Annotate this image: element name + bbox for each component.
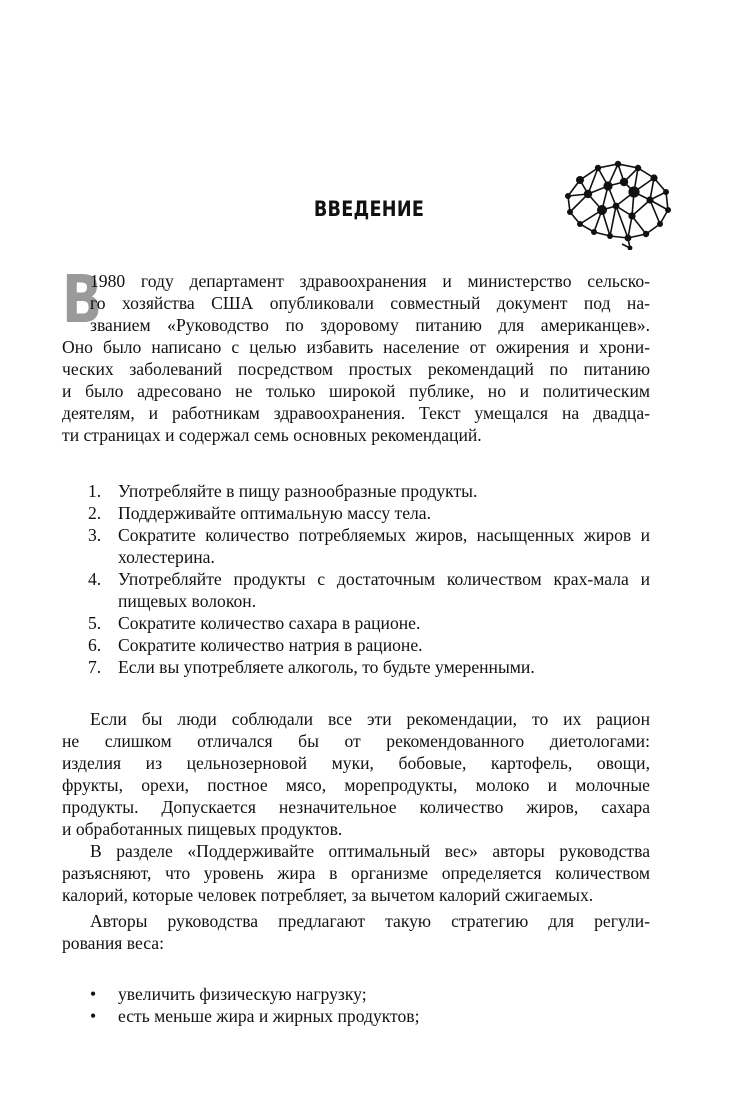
list-item <box>88 524 650 568</box>
list-number: 5. <box>88 613 102 633</box>
list-number: 3. <box>88 525 102 545</box>
text-line: разъясняют, что уровень жира в организме определяется количеством <box>62 863 650 883</box>
strategy-list <box>88 983 650 1027</box>
chapter-heading: ВВЕДЕНИЕ <box>313 197 425 221</box>
list-item <box>88 502 650 524</box>
bullet-icon: • <box>90 984 97 1004</box>
list-item <box>88 656 650 678</box>
text-line: и обработанных пищевых продуктов. <box>62 819 343 839</box>
list-item-text: Сократите количество натрия в рационе. <box>118 635 423 655</box>
text-line: Оно было написано с целью избавить население от ожирения и хрони- <box>62 337 650 357</box>
list-item-text: Употребляйте продукты с достаточным количеством крах-мала и пищевых волокон. <box>118 569 650 611</box>
text-line: 1980 году департамент здравоохранения и министерство сельско- <box>90 271 650 291</box>
strategy-paragraph <box>62 910 650 954</box>
text-line: деятелям, и работникам здравоохранения. Текст умещался на двадца- <box>62 403 650 423</box>
intro-paragraph <box>62 270 650 446</box>
list-item-text: Сократите количество потребляемых жиров, насыщенных жиров и холестерина. <box>118 525 650 567</box>
list-number: 6. <box>88 635 102 655</box>
text-line: Авторы руководства предлагают такую стратегию для регули- <box>90 911 650 931</box>
text-line: ческих заболеваний посредством простых рекомендаций по питанию <box>62 359 650 379</box>
list-item-text: Если вы употребляете алкоголь, то будьте умеренными. <box>118 657 535 677</box>
list-item-text: Поддерживайте оптимальную массу тела. <box>118 503 432 523</box>
list-item-text: Употребляйте в пищу разнообразные продукты. <box>118 481 478 501</box>
diet-paragraph <box>62 708 650 840</box>
text-line: Если бы люди соблюдали все эти рекомендации, то их рацион <box>90 709 650 729</box>
text-line: го хозяйства США опубликовали совместный документ под на- <box>90 293 650 313</box>
list-item <box>88 634 650 656</box>
text-line: ти страницах и содержал семь основных рекомендаций. <box>62 425 482 445</box>
list-item <box>88 983 650 1005</box>
text-line: рования веса: <box>62 933 164 953</box>
list-item <box>88 568 650 612</box>
list-number: 7. <box>88 657 102 677</box>
text-line: В разделе «Поддерживайте оптимальный вес» авторы руководства <box>90 841 650 861</box>
text-line: фрукты, орехи, постное мясо, морепродукты, молоко и молочные <box>62 775 650 795</box>
list-item-text: увеличить физическую нагрузку; <box>118 984 367 1004</box>
list-number: 4. <box>88 569 102 589</box>
list-item <box>88 480 650 502</box>
list-item-text: есть меньше жира и жирных продуктов; <box>118 1006 420 1026</box>
list-number: 1. <box>88 481 102 501</box>
bullet-icon: • <box>90 1006 97 1026</box>
weight-paragraph <box>62 840 650 906</box>
text-line: изделия из цельнозерновой муки, бобовые, картофель, овощи, <box>62 753 650 773</box>
list-number: 2. <box>88 503 102 523</box>
text-line: и было адресовано не только широкой публике, но и политическим <box>62 381 650 401</box>
recommendations-list <box>88 480 650 678</box>
text-line: не слишком отличался бы от рекомендованного диетологами: <box>62 731 650 751</box>
drop-cap: В <box>62 261 103 338</box>
text-line: калорий, которые человек потребляет, за вычетом калорий сжигаемых. <box>62 885 594 905</box>
list-item <box>88 612 650 634</box>
text-line: продукты. Допускается незначительное количество жиров, сахара <box>62 797 650 817</box>
text-line: званием «Руководство по здоровому питанию для американцев». <box>90 315 650 335</box>
list-item-text: Сократите количество сахара в рационе. <box>118 613 421 633</box>
list-item <box>88 1005 650 1027</box>
